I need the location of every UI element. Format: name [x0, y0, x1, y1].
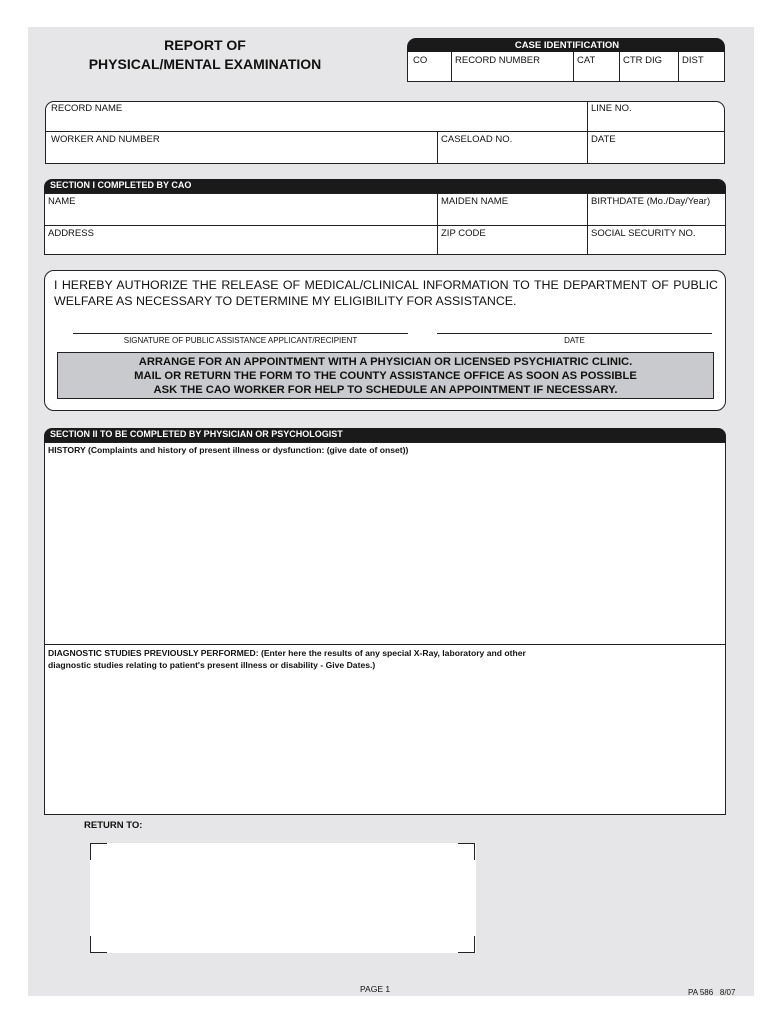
signature-date-line[interactable] — [437, 333, 712, 334]
notice-line-2: MAIL OR RETURN THE FORM TO THE COUNTY ASSISTANCE OFFICE AS SOON AS POSSIBLE — [134, 370, 637, 382]
worker-number-field[interactable]: WORKER AND NUMBER — [51, 134, 160, 145]
return-address-box[interactable] — [90, 843, 476, 953]
record-date-field[interactable]: DATE — [591, 134, 616, 145]
maiden-name-field[interactable]: MAIDEN NAME — [441, 196, 509, 207]
diagnostic-studies-area[interactable] — [45, 674, 725, 814]
birthdate-field[interactable]: BIRTHDATE (Mo./Day/Year) — [591, 196, 711, 207]
authorization-text: I HEREBY AUTHORIZE THE RELEASE OF MEDICAL/CLINICAL INFORMATION TO THE DEPARTMENT OF PUBLIC WELFARE AS NECESSARY TO DETERMINE MY ELIGIBILITY FOR ASSISTANCE. — [54, 278, 718, 308]
cat-label: CAT — [577, 55, 596, 66]
record-name-field[interactable]: RECORD NAME — [51, 103, 123, 114]
diagnostic-line-2: diagnostic studies relating to patient's present illness or disability - Give Dates.) — [48, 660, 376, 670]
case-id-heading: CASE IDENTIFICATION — [514, 40, 620, 51]
notice-line-1: ARRANGE FOR AN APPOINTMENT WITH A PHYSICIAN OR LICENSED PSYCHIATRIC CLINIC. — [138, 356, 633, 368]
history-area[interactable] — [45, 458, 725, 643]
caseload-no-field[interactable]: CASELOAD NO. — [441, 134, 513, 145]
corner-mark — [90, 936, 107, 953]
ssn-field[interactable]: SOCIAL SECURITY NO. — [591, 228, 696, 239]
page-number: PAGE 1 — [360, 984, 391, 994]
dist-label: DIST — [682, 55, 704, 66]
diagnostic-line-1: DIAGNOSTIC STUDIES PREVIOUSLY PERFORMED: (Enter here the results of any special X-Ray, laboratory and other — [48, 648, 526, 658]
form-number: PA 586 8/07 — [688, 988, 736, 997]
notice-line-3: ASK THE CAO WORKER FOR HELP TO SCHEDULE AN APPOINTMENT IF NECESSARY. — [153, 384, 618, 396]
corner-mark — [458, 936, 475, 953]
return-to-label: RETURN TO: — [84, 820, 143, 831]
section-1-heading: SECTION I COMPLETED BY CAO — [44, 179, 726, 193]
signature-label: SIGNATURE OF PUBLIC ASSISTANCE APPLICANT/RECIPIENT — [123, 336, 358, 345]
signature-line[interactable] — [73, 333, 408, 334]
title-line-2: PHYSICAL/MENTAL EXAMINATION — [88, 56, 322, 72]
name-field[interactable]: NAME — [48, 196, 76, 207]
case-identification-box — [407, 38, 725, 82]
history-label: HISTORY (Complaints and history of present illness or dysfunction: (give date of onset)) — [48, 445, 409, 455]
appointment-notice — [57, 352, 714, 399]
zip-code-field[interactable]: ZIP CODE — [441, 228, 486, 239]
ctr-dig-label: CTR DIG — [623, 55, 663, 66]
address-field[interactable]: ADDRESS — [48, 228, 94, 239]
form-title — [60, 36, 350, 74]
line-no-field[interactable]: LINE NO. — [591, 103, 632, 114]
diagnostic-studies-label — [48, 647, 526, 671]
section-2-heading: SECTION II TO BE COMPLETED BY PHYSICIAN OR PSYCHOLOGIST — [44, 428, 726, 442]
co-label: CO — [413, 55, 428, 66]
record-number-label: RECORD NUMBER — [455, 55, 540, 66]
title-line-1: REPORT OF — [164, 37, 246, 53]
signature-date-label: DATE — [564, 336, 585, 345]
corner-mark — [90, 843, 107, 860]
corner-mark — [458, 843, 475, 860]
